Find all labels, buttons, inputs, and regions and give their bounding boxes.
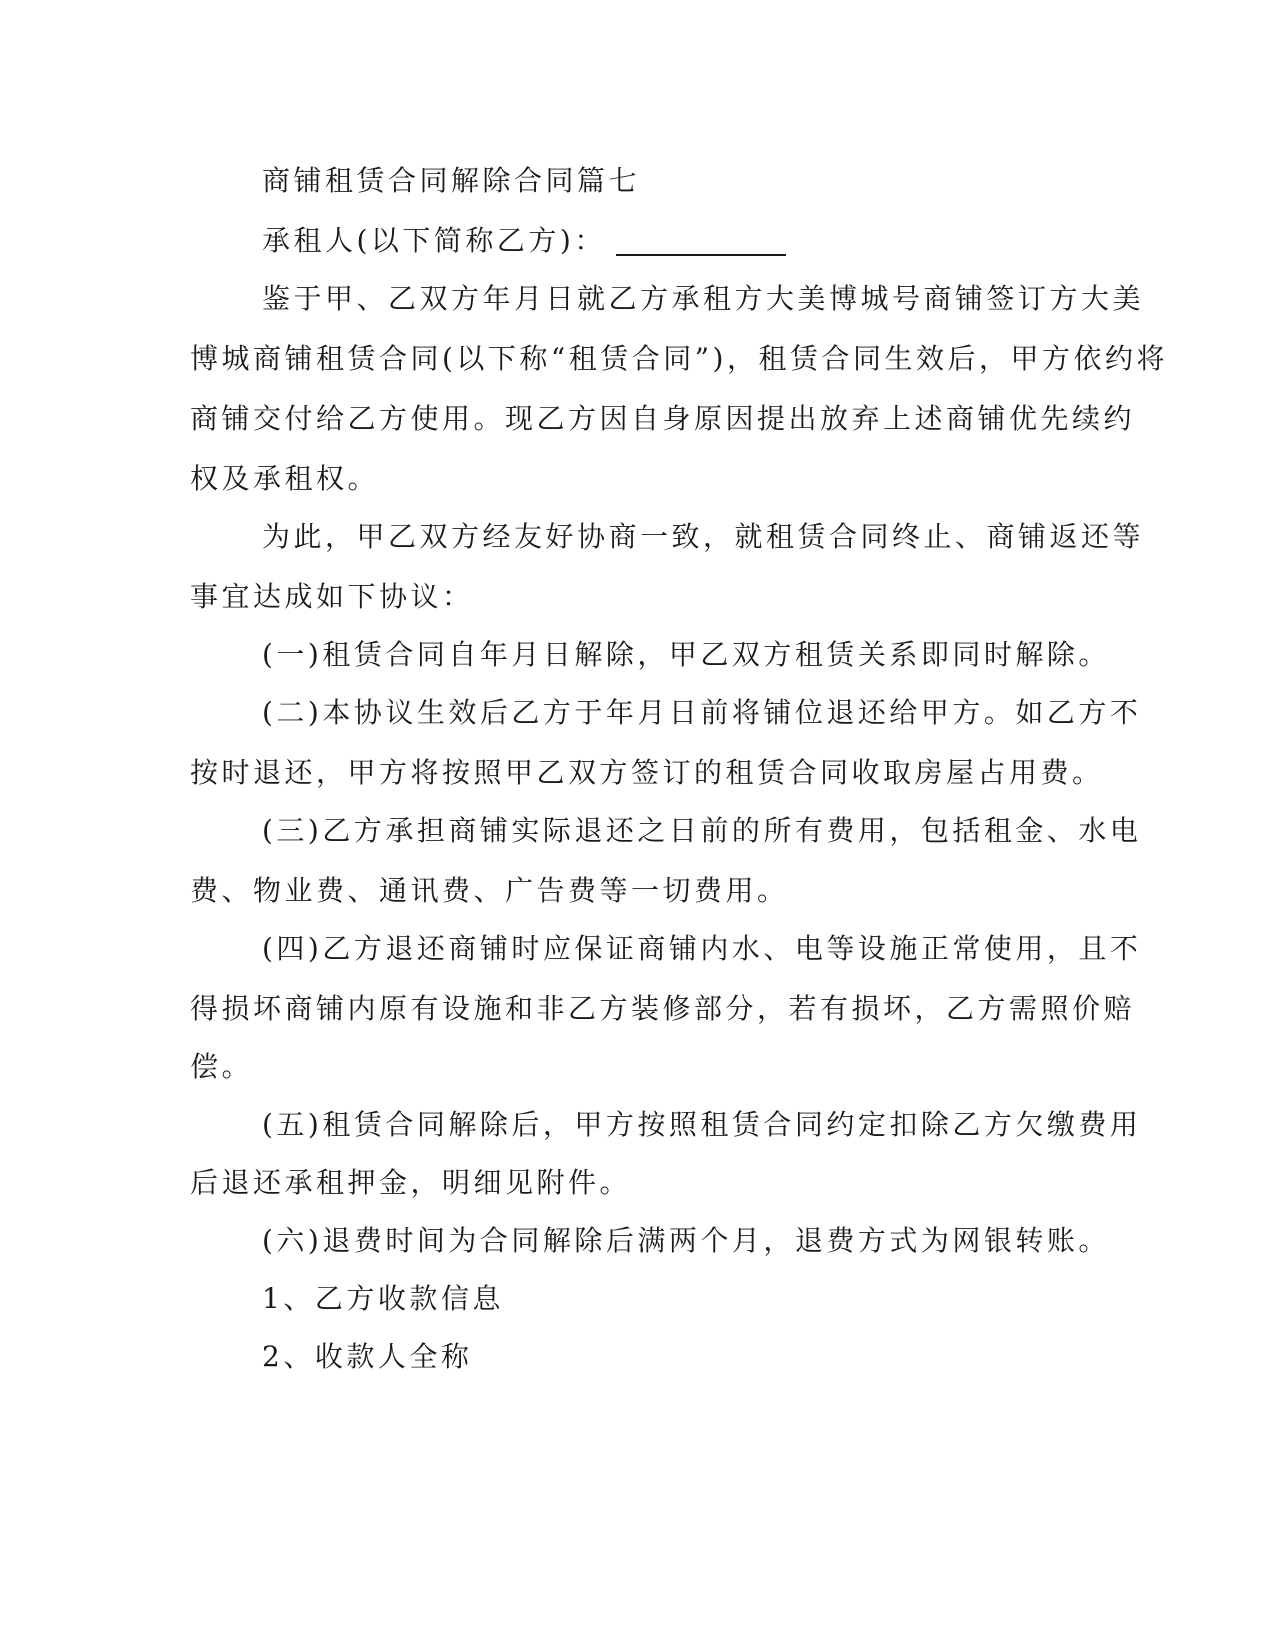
preamble-line: 鉴于甲、乙双方年月日就乙方承租方大美博城号商铺签订方大美	[262, 282, 1145, 315]
lessee-line	[190, 210, 1142, 272]
item-1: 1、乙方收款信息	[262, 1282, 504, 1315]
agreement-line: 事宜达成如下协议：	[190, 580, 474, 613]
lessee-blank-line	[616, 254, 786, 256]
preamble-line: 权及承租权。	[190, 462, 380, 495]
preamble-line: 博城商铺租赁合同(以下称“租赁合同”)，租赁合同生效后，甲方依约将	[190, 342, 1168, 375]
clause-4-line: 得损坏商铺内原有设施和非乙方装修部分，若有损坏，乙方需照价赔	[190, 992, 1136, 1025]
preamble-line: 商铺交付给乙方使用。现乙方因自身原因提出放弃上述商铺优先续约	[190, 402, 1136, 435]
lessee-label: 承租人(以下简称乙方)：	[262, 224, 606, 257]
clause-2-line: (二)本协议生效后乙方于年月日前将铺位退还给甲方。如乙方不	[262, 696, 1142, 729]
clause-3-line: 费、物业费、通讯费、广告费等一切费用。	[190, 874, 789, 907]
clause-5-line: (五)租赁合同解除后，甲方按照租赁合同约定扣除乙方欠缴费用	[262, 1108, 1142, 1141]
clause-5-line: 后退还承租押金，明细见附件。	[190, 1166, 632, 1199]
clause-6: (六)退费时间为合同解除后满两个月，退费方式为网银转账。	[262, 1224, 1110, 1257]
document-title: 商铺租赁合同解除合同篇七	[262, 164, 641, 197]
clause-3-line: (三)乙方承担商铺实际退还之日前的所有费用，包括租金、水电	[262, 814, 1142, 847]
agreement-line: 为此，甲乙双方经友好协商一致，就租赁合同终止、商铺返还等	[262, 520, 1145, 553]
clause-2-line: 按时退还，甲方将按照甲乙双方签订的租赁合同收取房屋占用费。	[190, 756, 1104, 789]
item-2: 2、收款人全称	[262, 1340, 473, 1373]
clause-4-line: (四)乙方退还商铺时应保证商铺内水、电等设施正常使用，且不	[262, 932, 1142, 965]
clause-4-line: 偿。	[190, 1050, 254, 1083]
clause-1: (一)租赁合同自年月日解除，甲乙双方租赁关系即同时解除。	[262, 638, 1110, 671]
